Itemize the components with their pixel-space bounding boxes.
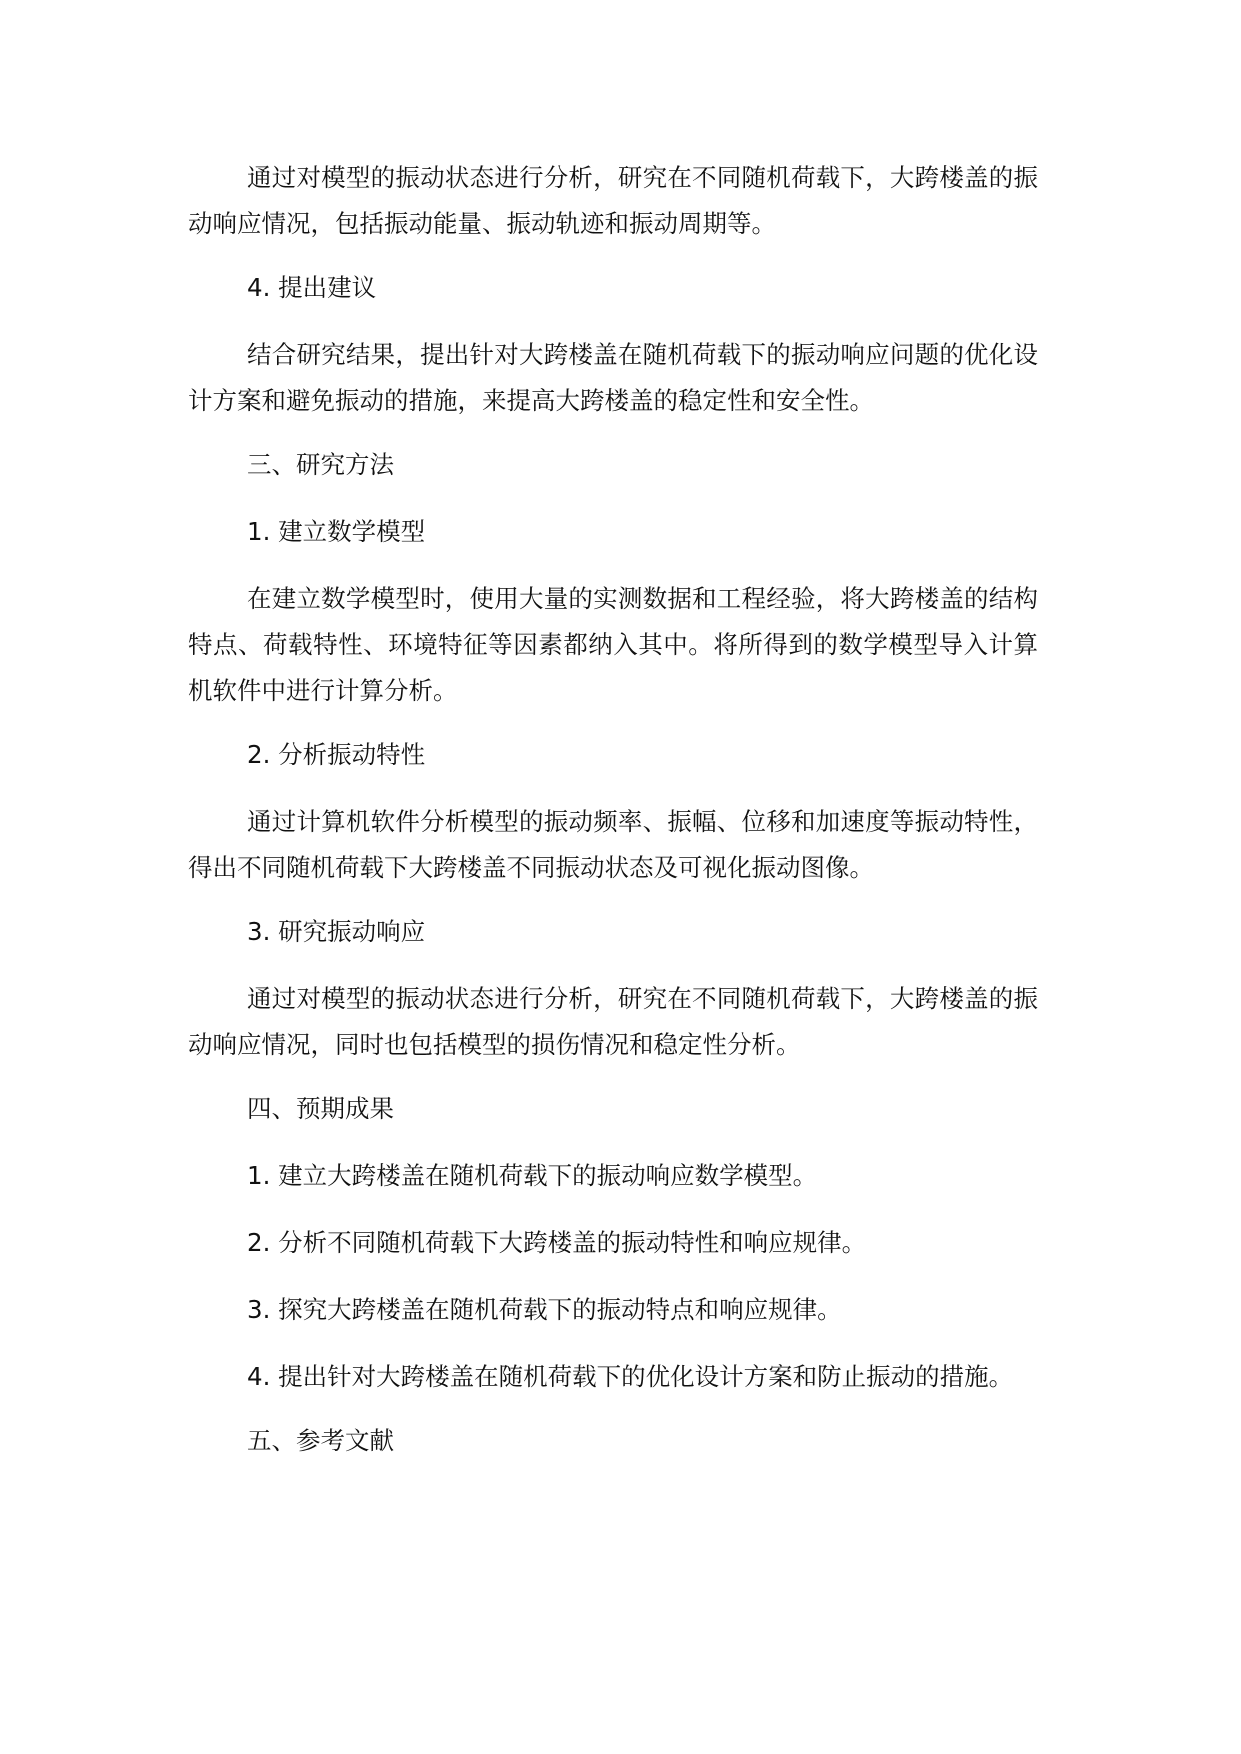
list-item-result-2: 2. 分析不同随机荷载下大跨楼盖的振动特性和响应规律。 bbox=[247, 1228, 867, 1257]
section-heading-research-methods: 三、研究方法 bbox=[247, 450, 394, 479]
paragraph-vibration-characteristics: 通过计算机软件分析模型的振动频率、振幅、位移和加速度等振动特性，得出不同随机荷载下大跨楼盖不同振动状态及可视化振动图像。 bbox=[188, 807, 1038, 882]
heading-propose-suggestions: 4. 提出建议 bbox=[247, 273, 377, 302]
list-item-result-1: 1. 建立大跨楼盖在随机荷载下的振动响应数学模型。 bbox=[247, 1161, 818, 1190]
list-item-result-4: 4. 提出针对大跨楼盖在随机荷载下的优化设计方案和防止振动的措施。 bbox=[247, 1362, 1014, 1391]
document-page bbox=[188, 155, 1038, 1485]
heading-build-math-model: 1. 建立数学模型 bbox=[247, 517, 426, 546]
list-item-result-3: 3. 探究大跨楼盖在随机荷载下的振动特点和响应规律。 bbox=[247, 1295, 842, 1324]
section-heading-expected-results: 四、预期成果 bbox=[247, 1094, 394, 1123]
paragraph-vibration-state-analysis-2: 通过对模型的振动状态进行分析，研究在不同随机荷载下，大跨楼盖的振动响应情况，同时也包括模型的损伤情况和稳定性分析。 bbox=[188, 984, 1038, 1059]
paragraph-math-model: 在建立数学模型时，使用大量的实测数据和工程经验，将大跨楼盖的结构特点、荷载特性、环境特征等因素都纳入其中。将所得到的数学模型导入计算机软件中进行计算分析。 bbox=[188, 584, 1038, 705]
section-heading-references: 五、参考文献 bbox=[247, 1426, 394, 1455]
paragraph-suggestions: 结合研究结果，提出针对大跨楼盖在随机荷载下的振动响应问题的优化设计方案和避免振动的措施，来提高大跨楼盖的稳定性和安全性。 bbox=[188, 340, 1038, 415]
heading-analyze-vibration: 2. 分析振动特性 bbox=[247, 740, 426, 769]
paragraph-vibration-state-analysis-1: 通过对模型的振动状态进行分析，研究在不同随机荷载下，大跨楼盖的振动响应情况，包括振动能量、振动轨迹和振动周期等。 bbox=[188, 163, 1038, 238]
heading-study-vibration-response: 3. 研究振动响应 bbox=[247, 917, 426, 946]
